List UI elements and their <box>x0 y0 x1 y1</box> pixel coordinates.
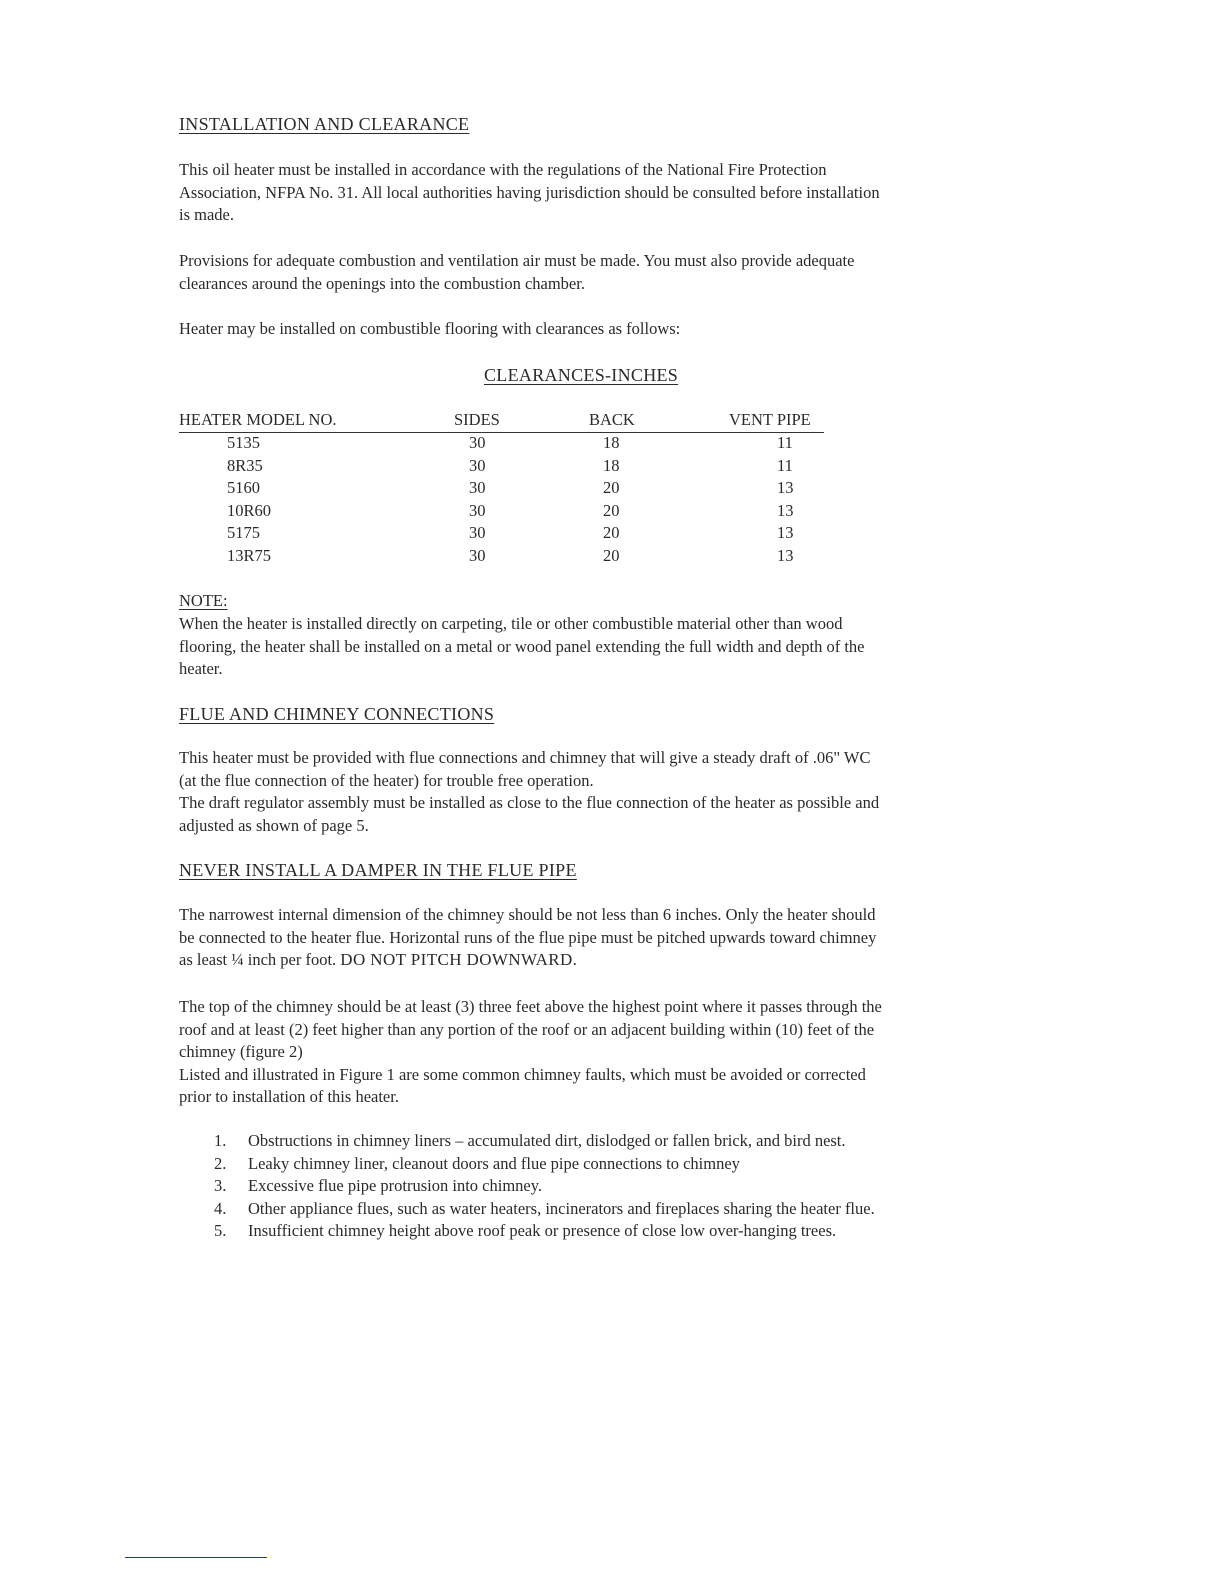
text-line: adjusted as shown of page 5. <box>179 815 369 835</box>
table-header-row <box>179 410 824 433</box>
cell-back: 20 <box>603 500 620 520</box>
footer-rule <box>125 1557 267 1558</box>
text-line: The narrowest internal dimension of the chimney should be not less than 6 inches. Only the heater should <box>179 905 876 924</box>
cell-sides: 30 <box>469 455 486 475</box>
cell-sides: 30 <box>469 545 486 565</box>
table-row <box>179 478 824 501</box>
damper-heading: NEVER INSTALL A DAMPER IN THE FLUE PIPE <box>179 860 577 880</box>
list-text: Other appliance flues, such as water heaters, incinerators and fireplaces sharing the heater flue. <box>248 1198 875 1218</box>
text-line: clearances around the openings into the combustion chamber. <box>179 273 585 293</box>
list-text: Excessive flue pipe protrusion into chimney. <box>248 1176 543 1195</box>
cell-back: 20 <box>603 478 620 498</box>
install-paragraph-3 <box>179 318 1019 341</box>
text-line: (at the flue connection of the heater) for trouble free operation. <box>179 770 594 790</box>
cell-vent: 11 <box>777 455 793 475</box>
cell-model: 5160 <box>227 478 260 498</box>
table-row <box>179 523 824 546</box>
cell-vent: 13 <box>777 523 794 543</box>
cell-back: 20 <box>603 523 620 543</box>
cell-sides: 30 <box>469 433 486 452</box>
text-line: prior to installation of this heater. <box>179 1087 399 1106</box>
note-label: NOTE: <box>179 591 228 610</box>
cell-vent: 13 <box>777 545 794 565</box>
cell-model: 5135 <box>227 433 260 452</box>
list-text: Insufficient chimney height above roof peak or presence of close low over-hanging trees. <box>248 1221 837 1240</box>
list-text: Obstructions in chimney liners – accumulated dirt, dislodged or fallen brick, and bird nest. <box>248 1131 846 1150</box>
text-line: The draft regulator assembly must be installed as close to the flue connection of the heater as possible and <box>179 793 880 812</box>
text-line: This heater must be provided with flue connections and chimney that will give a steady draft of .06" WC <box>179 748 871 767</box>
installation-heading: INSTALLATION AND CLEARANCE <box>179 114 470 134</box>
header-back: BACK <box>589 410 635 429</box>
list-item <box>214 1175 875 1198</box>
cell-sides: 30 <box>469 500 486 520</box>
table-row <box>179 501 824 524</box>
note-paragraph <box>179 613 1019 681</box>
list-item <box>214 1198 875 1221</box>
cell-model: 10R60 <box>227 500 272 520</box>
install-paragraph-2 <box>179 250 1019 295</box>
text-line: heater. <box>179 659 223 678</box>
list-item <box>214 1153 875 1176</box>
text-line: is made. <box>179 205 234 224</box>
list-number: 1. <box>214 1131 227 1150</box>
list-text: Leaky chimney liner, cleanout doors and flue pipe connections to chimney <box>248 1153 740 1173</box>
text-line: When the heater is installed directly on carpeting, tile or other combustible material other than wood <box>179 614 843 633</box>
list-number: 2. <box>214 1153 227 1173</box>
damper-paragraph-1 <box>179 904 1019 972</box>
text-line: flooring, the heater shall be installed on a metal or wood panel extending the full width and depth of the <box>179 636 865 656</box>
header-vent-pipe: VENT PIPE <box>729 410 811 429</box>
text-line: Heater may be installed on combustible flooring with clearances as follows: <box>179 319 681 338</box>
do-not-pitch-warning: DO NOT PITCH DOWNWARD. <box>340 950 578 969</box>
text-line: The top of the chimney should be at least (3) three feet above the highest point where it passes through the <box>179 997 882 1016</box>
list-number: 5. <box>214 1221 227 1240</box>
text-line: Listed and illustrated in Figure 1 are some common chimney faults, which must be avoided or corrected <box>179 1064 866 1084</box>
list-item <box>214 1130 875 1153</box>
text-line: roof and at least (2) feet higher than any portion of the roof or an adjacent building within (10) feet of the <box>179 1019 875 1039</box>
text-span: as least ¼ inch per foot. <box>179 950 337 969</box>
table-row <box>179 433 824 456</box>
list-item <box>214 1220 875 1243</box>
cell-vent: 13 <box>777 478 794 498</box>
flue-heading: FLUE AND CHIMNEY CONNECTIONS <box>179 704 495 724</box>
install-paragraph-1 <box>179 159 1019 227</box>
cell-back: 20 <box>603 545 620 565</box>
flue-paragraph <box>179 747 1019 837</box>
text-line <box>179 949 1019 972</box>
list-number: 3. <box>214 1176 227 1195</box>
table-row <box>179 546 824 569</box>
text-line: Provisions for adequate combustion and ventilation air must be made. You must also provide adequate <box>179 251 855 270</box>
cell-model: 8R35 <box>227 455 263 475</box>
list-number: 4. <box>214 1198 227 1218</box>
text-line: be connected to the heater flue. Horizontal runs of the flue pipe must be pitched upwards toward chimney <box>179 927 877 947</box>
cell-sides: 30 <box>469 478 486 498</box>
cell-back: 18 <box>603 455 620 475</box>
damper-paragraph-2 <box>179 996 1019 1109</box>
cell-model: 13R75 <box>227 545 272 565</box>
clearances-title: CLEARANCES-INCHES <box>484 365 679 385</box>
cell-vent: 11 <box>777 433 793 452</box>
cell-back: 18 <box>603 433 620 452</box>
cell-sides: 30 <box>469 523 486 543</box>
chimney-faults-list <box>214 1130 875 1243</box>
cell-vent: 13 <box>777 500 794 520</box>
cell-model: 5175 <box>227 523 260 543</box>
header-sides: SIDES <box>454 410 500 429</box>
clearances-table <box>179 410 824 569</box>
text-line: Association, NFPA No. 31. All local authorities having jurisdiction should be consulted before installation <box>179 182 880 202</box>
text-line: This oil heater must be installed in accordance with the regulations of the National Fire Protection <box>179 160 827 179</box>
text-line: chimney (figure 2) <box>179 1042 303 1061</box>
header-model: HEATER MODEL NO. <box>179 410 337 429</box>
table-row <box>179 456 824 479</box>
